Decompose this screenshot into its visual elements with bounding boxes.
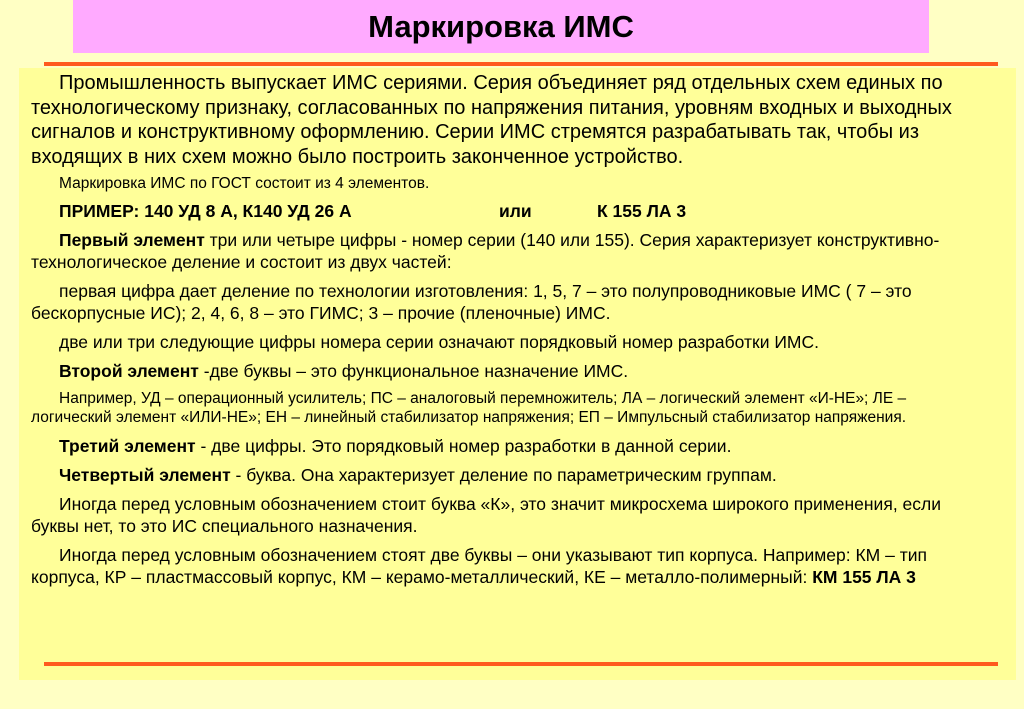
- two-letters-paragraph: [31, 544, 991, 588]
- first-element-text: три или четыре цифры - номер серии (140 или 155). Серия характеризует конструктивно-технологическое деление и состоит из двух частей:: [31, 229, 940, 272]
- third-element-label: Третий элемент: [59, 435, 196, 456]
- fourth-element-label: Четвертый элемент: [59, 464, 231, 485]
- third-element-text: - две цифры. Это порядковый номер разработки в данной серии.: [195, 435, 732, 456]
- first-element-label: Первый элемент: [59, 229, 205, 250]
- title-banner: [73, 0, 929, 53]
- second-element-text: -две буквы – это функциональное назначение ИМС.: [198, 360, 629, 381]
- second-element-label: Второй элемент: [59, 360, 199, 381]
- intro-paragraph: Промышленность выпускает ИМС сериями. Серия объединяет ряд отдельных схем единых по технологическому признаку, согласованных по напряжения питания, уровням входных и выходных сигналов и конструктивному оформлению. Серии ИМС стремятся разрабатывать так, чтобы из входящих в них схем можно было построить законченное устройство.: [31, 72, 952, 168]
- first-element-paragraph: [31, 229, 991, 273]
- third-element-paragraph: [31, 435, 991, 457]
- content-body: [31, 71, 991, 588]
- example-or: или: [499, 200, 532, 221]
- first-digit-paragraph: первая цифра дает деление по технологии изготовления: 1, 5, 7 – это полупроводниковые ИМС ( 7 – это бескорпусные ИС); 2, 4, 6, 8 – это ГИМС; 3 – прочие (пленочные) ИМС.: [31, 280, 912, 323]
- second-element-example: Например, УД – операционный усилитель; ПС – аналоговый перемножитель; ЛА – логический элемент «И-НЕ»; ЛЕ – логический элемент «ИЛИ-НЕ»; ЕН – линейный стабилизатор напряжения; ЕП – Импульсный стабилизатор напряжения.: [31, 389, 907, 426]
- fourth-element-paragraph: [31, 464, 991, 486]
- k-letter-paragraph: Иногда перед условным обозначением стоит буква «К», это значит микросхема широкого применения, если буквы нет, то это ИС специального назначения.: [31, 493, 942, 536]
- two-letters-example: КМ 155 ЛА 3: [812, 566, 916, 587]
- second-element-paragraph: [31, 360, 991, 382]
- page-title: Маркировка ИМС: [368, 8, 634, 44]
- top-divider: [44, 62, 998, 66]
- bottom-divider: [44, 662, 998, 666]
- example-part-2: К 155 ЛА 3: [597, 200, 687, 221]
- example-part-1: ПРИМЕР: 140 УД 8 А, К140 УД 26 А: [59, 200, 352, 221]
- gost-note: Маркировка ИМС по ГОСТ состоит из 4 элементов.: [59, 175, 430, 192]
- fourth-element-text: - буква. Она характеризует деление по параметрическим группам.: [230, 464, 777, 485]
- example-line: [31, 200, 991, 222]
- two-letters-text: Иногда перед условным обозначением стоят две буквы – они указывают тип корпуса. Например: КМ – тип корпуса, КР – пластмассовый корпус, КМ – керамо-металлический, КЕ – металло-полимерный:: [31, 544, 927, 587]
- next-digits-paragraph: две или три следующие цифры номера серии означают порядковый номер разработки ИМС.: [59, 331, 819, 352]
